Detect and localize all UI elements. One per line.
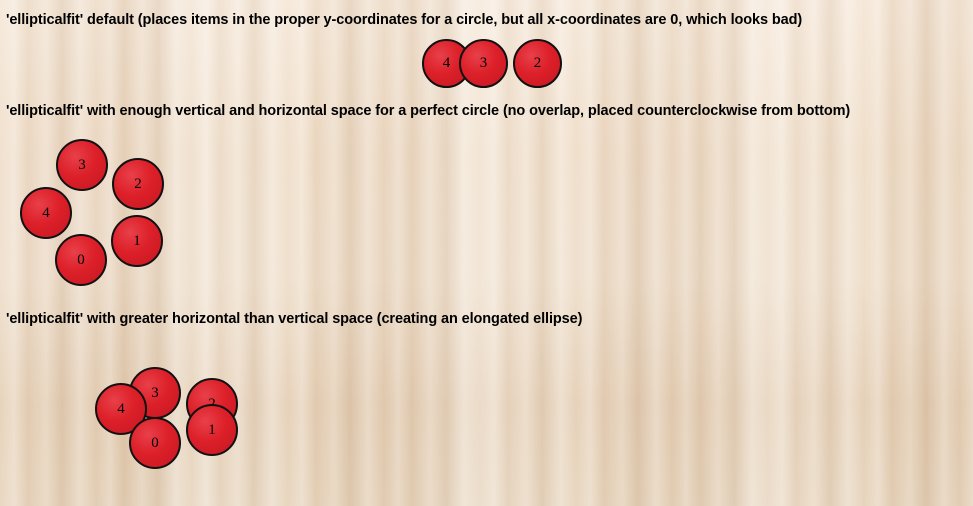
graph-node-label: 4 [117, 400, 125, 417]
graph-node[interactable] [112, 158, 164, 210]
graph-node-label: 3 [78, 156, 86, 173]
graph-node-label: 0 [77, 251, 85, 268]
graph-node-label: 4 [42, 204, 50, 221]
graph-node[interactable] [56, 139, 108, 191]
caption-ellipse-layout: 'ellipticalfit' with greater horizontal than vertical space (creating an elongated ellipse) [6, 311, 583, 327]
graph-node-label: 1 [208, 421, 216, 438]
graph-node[interactable] [129, 417, 181, 469]
graph-node[interactable] [513, 39, 562, 88]
graph-node[interactable] [111, 215, 163, 267]
caption-circle-layout: 'ellipticalfit' with enough vertical and horizontal space for a perfect circle (no overlap, placed counterclockwise from bottom) [6, 103, 851, 119]
caption-default-layout: 'ellipticalfit' default (places items in the proper y-coordinates for a circle, but all x-coordinates are 0, which looks bad) [6, 12, 803, 28]
graph-node[interactable] [55, 234, 107, 286]
graph-node-label: 3 [479, 55, 488, 71]
graph-node-label: 1 [133, 232, 141, 249]
graph-node[interactable] [186, 404, 238, 456]
graph-node[interactable] [459, 39, 508, 88]
graph-node-label: 4 [442, 55, 451, 71]
graph-node-label: 0 [151, 434, 159, 451]
graph-node-label: 2 [533, 55, 542, 71]
graph-node-label: 3 [151, 384, 159, 401]
graph-node-label: 2 [134, 175, 142, 192]
graph-node[interactable] [20, 187, 72, 239]
